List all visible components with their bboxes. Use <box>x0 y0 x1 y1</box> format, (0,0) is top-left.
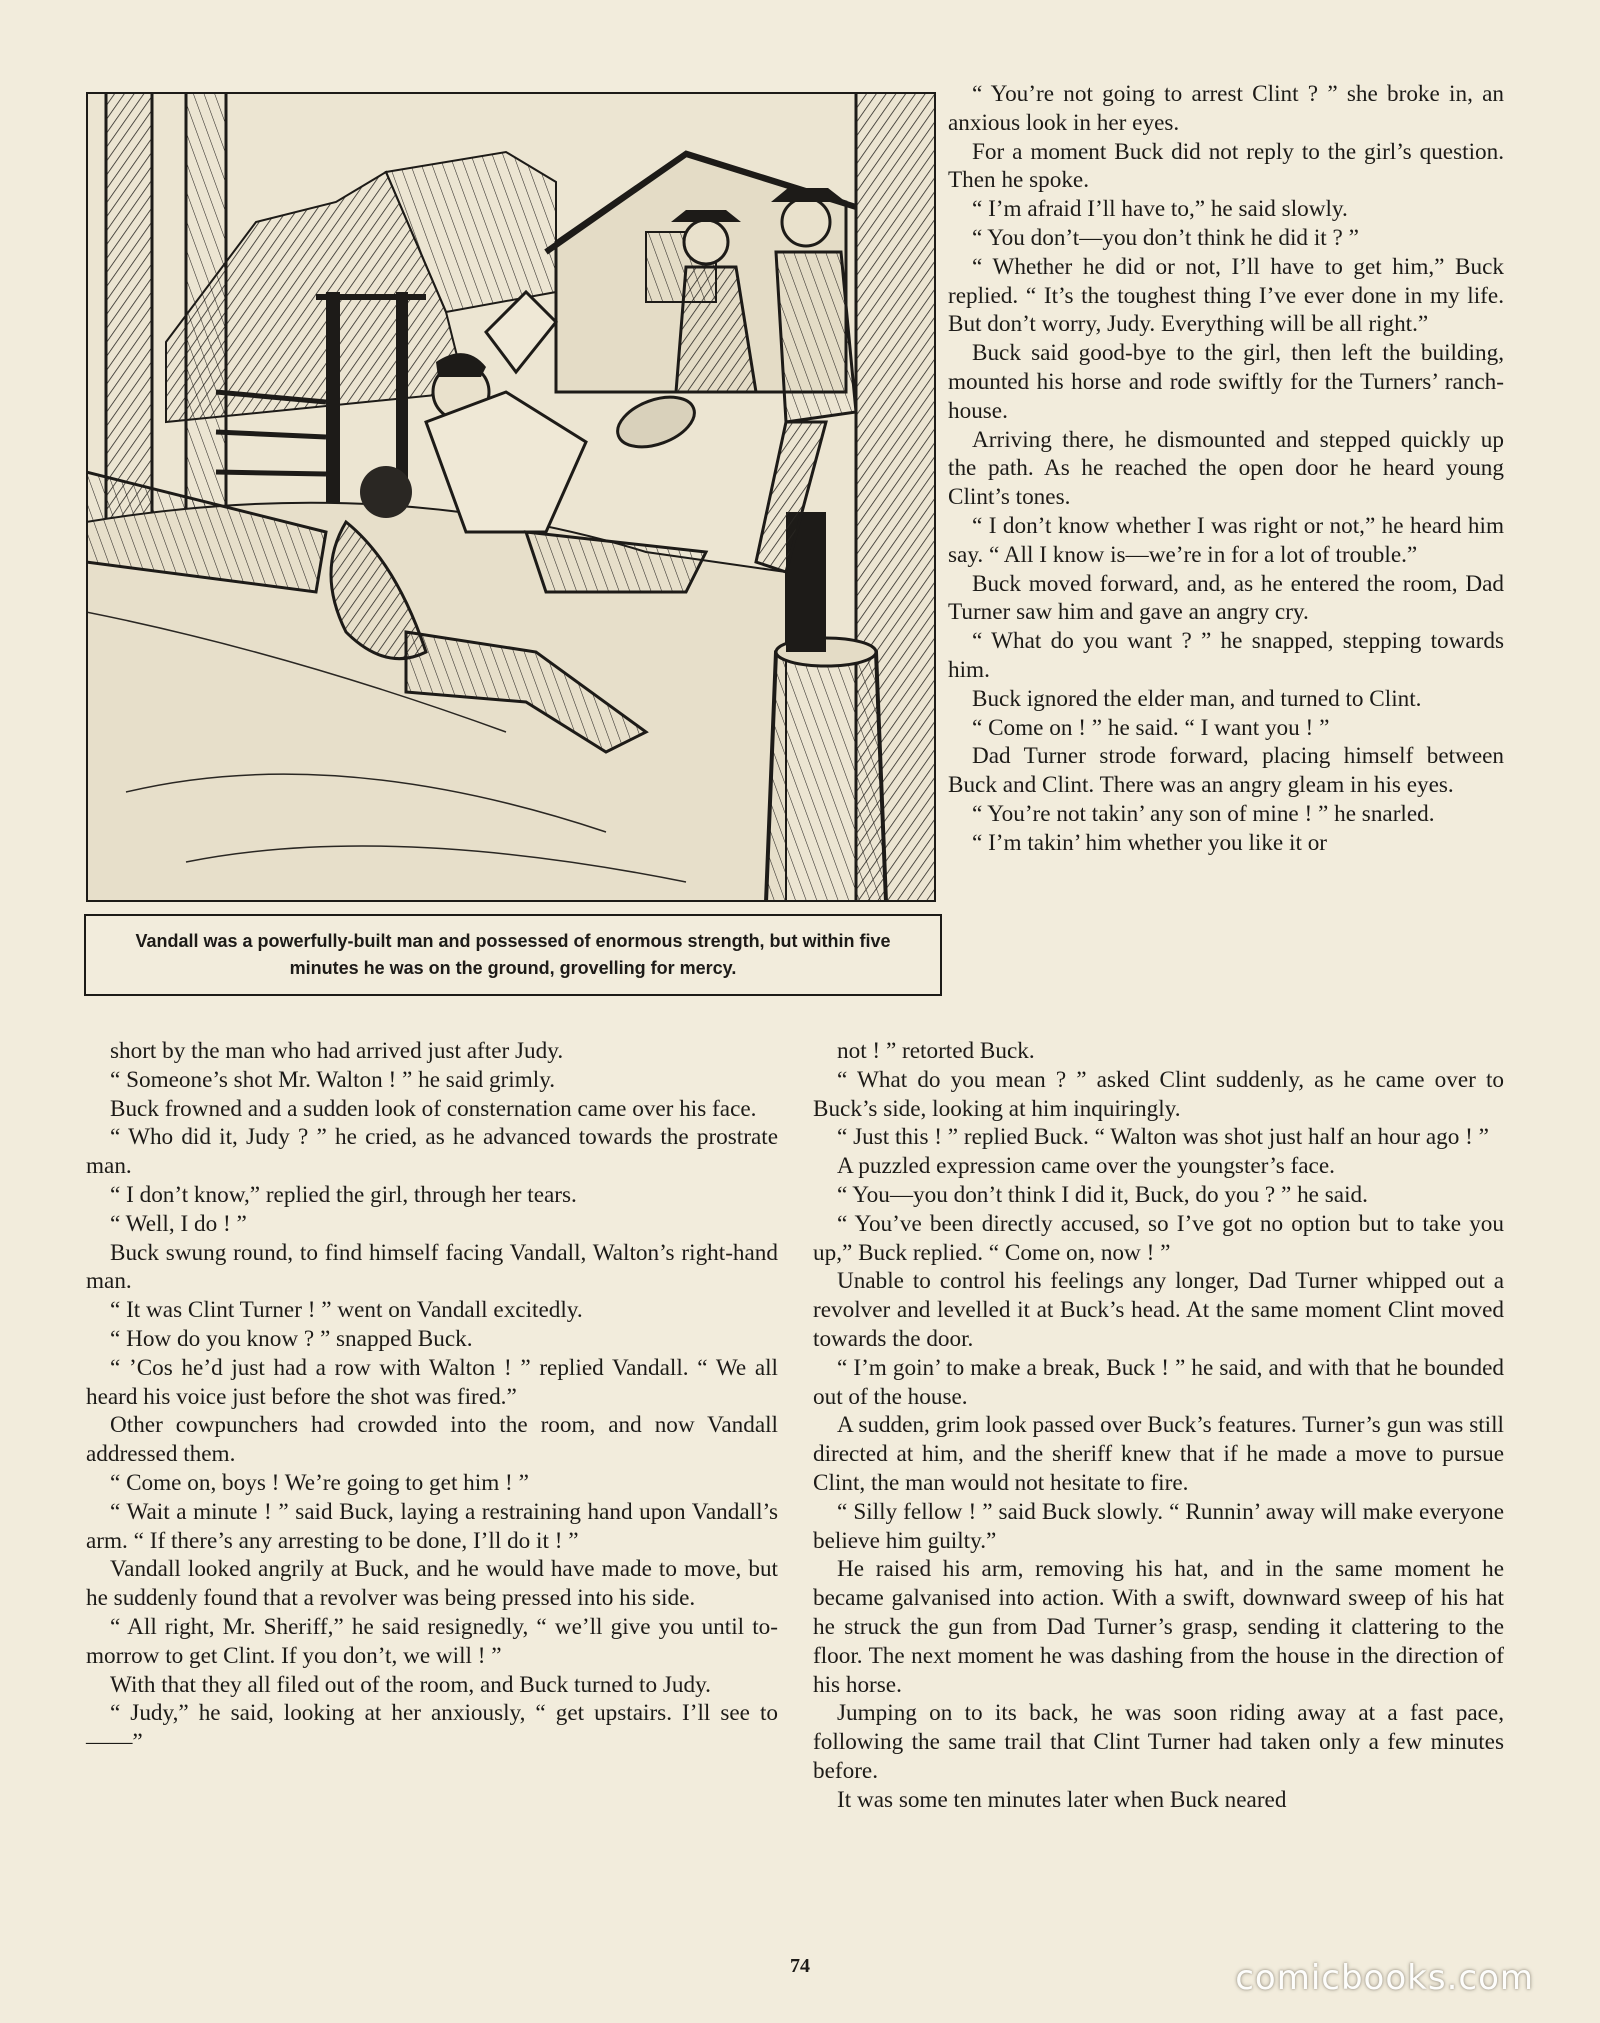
paragraph: “ Silly fellow ! ” said Buck slowly. “ Runnin’ away will make everyone believe him guilty.” <box>813 1498 1504 1554</box>
western-fight-illustration-icon <box>86 92 936 902</box>
paragraph: Other cowpunchers had crowded into the room, and now Vandall addressed them. <box>86 1412 778 1468</box>
paragraph: “ Wait a minute ! ” said Buck, laying a restraining hand upon Vandall’s arm. “ If there’s any arresting to be done, I’ll do it ! ” <box>86 1498 778 1554</box>
paragraph: Buck ignored the elder man, and turned to Clint. <box>972 685 1422 712</box>
paragraph: “ Come on, boys ! We’re going to get him ! ” <box>110 1469 529 1496</box>
paragraph: Buck moved forward, and, as he entered the room, Dad Turner saw him and gave an angry cry. <box>948 570 1504 626</box>
paragraph: “ All right, Mr. Sheriff,” he said resignedly, “ we’ll give you until to-morrow to get Clint. If you don’t, we will ! ” <box>86 1613 778 1669</box>
paragraph: A puzzled expression came over the youngster’s face. <box>837 1153 1335 1180</box>
paragraph: “ Someone’s shot Mr. Walton ! ” he said grimly. <box>110 1066 556 1093</box>
paragraph: “ How do you know ? ” snapped Buck. <box>110 1325 473 1352</box>
paragraph: Buck said good-bye to the girl, then left the building, mounted his horse and rode swiftly for the Turners’ ranch-house. <box>948 340 1504 424</box>
illustration-caption: Vandall was a powerfully-built man and possessed of enormous strength, but within five minutes he was on the ground, grovelling for mercy. <box>84 914 942 996</box>
paragraph: Dad Turner strode forward, placing himself between Buck and Clint. There was an angry gleam in his eyes. <box>948 743 1504 799</box>
paragraph: “ ’Cos he’d just had a row with Walton ! ” replied Vandall. “ We all heard his voice just before the shot was fired.” <box>86 1354 778 1410</box>
paragraph: It was some ten minutes later when Buck neared <box>837 1786 1287 1813</box>
paragraph: “ Just this ! ” replied Buck. “ Walton was shot just half an hour ago ! ” <box>837 1124 1489 1151</box>
paragraph: Buck swung round, to find himself facing Vandall, Walton’s right-hand man. <box>86 1239 778 1295</box>
text-column-right-top <box>948 80 1504 858</box>
paragraph: “ I don’t know,” replied the girl, through her tears. <box>110 1181 577 1208</box>
paragraph: “ You—you don’t think I did it, Buck, do you ? ” he said. <box>837 1181 1368 1208</box>
paragraph: short by the man who had arrived just after Judy. <box>110 1038 564 1064</box>
text-column-left <box>86 1037 778 1757</box>
paragraph: Arriving there, he dismounted and stepped quickly up the path. As he reached the open door he heard young Clint’s tones. <box>948 426 1504 511</box>
paragraph: “ Well, I do ! ” <box>110 1210 247 1237</box>
paragraph: Buck frowned and a sudden look of consternation came over his face. <box>110 1095 757 1122</box>
paragraph: “ Judy,” he said, looking at her anxiously, “ get upstairs. I’ll see to——” <box>86 1700 778 1756</box>
paragraph: “ It was Clint Turner ! ” went on Vandall excitedly. <box>110 1297 583 1324</box>
paragraph: “ Come on ! ” he said. “ I want you ! ” <box>972 714 1330 741</box>
paragraph: “ I don’t know whether I was right or not,” he heard him say. “ All I know is—we’re in for a lot of trouble.” <box>948 512 1504 568</box>
paragraph: “ What do you want ? ” he snapped, stepping towards him. <box>948 628 1504 683</box>
paragraph: For a moment Buck did not reply to the girl’s question. Then he spoke. <box>948 138 1504 194</box>
paragraph: “ I’m afraid I’ll have to,” he said slowly. <box>972 196 1348 223</box>
paragraph: “ You’ve been directly accused, so I’ve got no option but to take you up,” Buck replied. “ Come on, now ! ” <box>813 1210 1504 1266</box>
paragraph: not ! ” retorted Buck. <box>837 1038 1035 1064</box>
paragraph: With that they all filed out of the room, and Buck turned to Judy. <box>110 1671 711 1698</box>
paragraph: “ You don’t—you don’t think he did it ? ” <box>972 224 1359 251</box>
paragraph: “ Whether he did or not, I’ll have to get him,” Buck replied. “ It’s the toughest thing I’ve ever done in my life. But don’t worry, Judy. Everything will be all right.” <box>948 253 1504 338</box>
paragraph: He raised his arm, removing his hat, and in the same moment he became galvanised into action. With a swift, downward sweep of his hat he struck the gun from Dad Turner’s grasp, sending it clattering to the floor. The next moment he was dashing from the house in the direction of his horse. <box>813 1556 1504 1698</box>
paragraph: Unable to control his feelings any longer, Dad Turner whipped out a revolver and levelled it at Buck’s head. At the same moment Clint moved towards the door. <box>813 1268 1504 1352</box>
paragraph: Vandall looked angrily at Buck, and he would have made to move, but he suddenly found that a revolver was being pressed into his side. <box>86 1556 778 1612</box>
paragraph: “ Who did it, Judy ? ” he cried, as he advanced towards the prostrate man. <box>86 1124 778 1180</box>
paragraph: “ I’m goin’ to make a break, Buck ! ” he said, and with that he bounded out of the house. <box>813 1354 1504 1410</box>
text-column-right-bottom <box>813 1037 1504 1815</box>
paragraph: “ I’m takin’ him whether you like it or <box>972 829 1328 856</box>
paragraph: “ You’re not going to arrest Clint ? ” she broke in, an anxious look in her eyes. <box>948 81 1504 136</box>
paragraph: “ You’re not takin’ any son of mine ! ” he snarled. <box>972 800 1435 827</box>
paragraph: “ What do you mean ? ” asked Clint suddenly, as he came over to Buck’s side, looking at him inquiringly. <box>813 1066 1504 1122</box>
watermark-logo: comicbooks.com <box>1235 1958 1534 1998</box>
paragraph: Jumping on to its back, he was soon riding away at a fast pace, following the same trail that Clint Turner had taken only a few minutes before. <box>813 1700 1504 1784</box>
paragraph: A sudden, grim look passed over Buck’s features. Turner’s gun was still directed at him, and the sheriff knew that if he made a move to pursue Clint, the man would not hesitate to fire. <box>813 1412 1504 1496</box>
story-illustration <box>86 92 936 902</box>
page-number: 74 <box>790 1955 810 1977</box>
